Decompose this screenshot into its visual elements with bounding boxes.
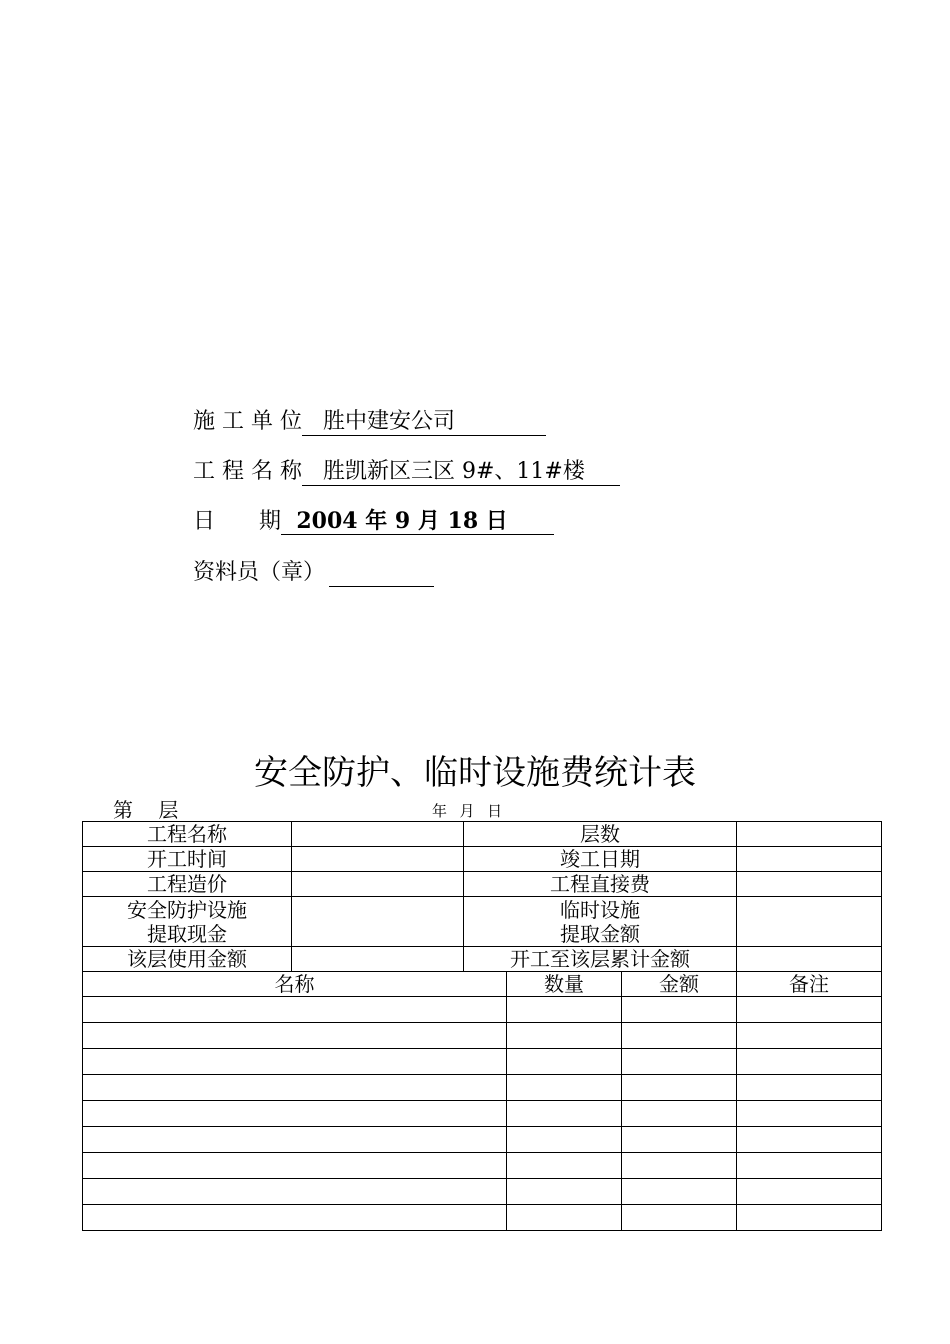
info-label-direct-cost: 工程直接费 [464,872,737,897]
table-cell-name[interactable] [83,997,507,1023]
table-cell-quantity[interactable] [507,1179,622,1205]
info-label-completion-date: 竣工日期 [464,847,737,872]
project-name-value[interactable]: 胜凯新区三区 9#、11#楼 [301,459,620,484]
date-value[interactable]: 2004 年 9 月 18 日 [281,508,554,534]
clerk-line [193,557,434,589]
table-row [83,1075,882,1101]
table-cell-quantity[interactable] [507,1153,622,1179]
table-cell-remarks[interactable] [737,1127,882,1153]
info-value-floor-usage[interactable] [292,947,464,972]
table-cell-name[interactable] [83,1127,507,1153]
info-row [83,847,882,872]
info-value-temp-facility-funds[interactable] [737,897,882,947]
construction-unit-value[interactable]: 胜中建安公司 [301,409,546,434]
table-cell-name[interactable] [83,1205,507,1231]
table-cell-name[interactable] [83,1179,507,1205]
table-cell-amount[interactable] [622,1153,737,1179]
info-label-cumulative-amount: 开工至该层累计金额 [464,947,737,972]
table-row [83,1179,882,1205]
table-cell-amount[interactable] [622,1179,737,1205]
project-name-line [193,456,620,488]
table-cell-name[interactable] [83,1049,507,1075]
table-cell-name[interactable] [83,1023,507,1049]
table-row [83,1153,882,1179]
info-row [83,947,882,972]
table-cell-quantity[interactable] [507,1023,622,1049]
table-cell-name[interactable] [83,1075,507,1101]
table-cell-remarks[interactable] [737,1075,882,1101]
construction-unit-line [193,406,546,438]
table-cell-quantity[interactable] [507,1205,622,1231]
table-cell-quantity[interactable] [507,997,622,1023]
table-cell-amount[interactable] [622,1049,737,1075]
table-cell-name[interactable] [83,1153,507,1179]
info-label-floor-count: 层数 [464,822,737,847]
info-value-floor-count[interactable] [737,822,882,847]
table-cell-amount[interactable] [622,1075,737,1101]
project-name-label: 工 程 名 称 [193,459,302,484]
table-cell-amount[interactable] [622,1101,737,1127]
table-row [83,997,882,1023]
table-row [83,1205,882,1231]
info-value-project-name[interactable] [292,822,464,847]
table-row [83,1101,882,1127]
table-row [83,1023,882,1049]
statistics-table [82,821,882,1231]
table-cell-remarks[interactable] [737,1023,882,1049]
table-cell-remarks[interactable] [737,1179,882,1205]
table-cell-quantity[interactable] [507,1127,622,1153]
info-label-floor-usage: 该层使用金额 [83,947,292,972]
info-value-direct-cost[interactable] [737,872,882,897]
table-cell-amount[interactable] [622,1127,737,1153]
table-cell-quantity[interactable] [507,1049,622,1075]
date-label: 日 期 [193,509,282,534]
info-value-start-time[interactable] [292,847,464,872]
table-cell-remarks[interactable] [737,1153,882,1179]
date-line [193,506,554,538]
table-cell-amount[interactable] [622,1023,737,1049]
construction-unit-label: 施 工 单 位 [193,409,302,434]
table-cell-quantity[interactable] [507,1075,622,1101]
info-value-completion-date[interactable] [737,847,882,872]
sheet-title: 安全防护、临时设施费统计表 [254,753,696,793]
table-cell-remarks[interactable] [737,997,882,1023]
table-cell-amount[interactable] [622,997,737,1023]
info-row [83,872,882,897]
column-header-name: 名称 [83,972,507,997]
table-row [83,1127,882,1153]
info-row [83,822,882,847]
info-label-start-time: 开工时间 [83,847,292,872]
info-label-project-cost: 工程造价 [83,872,292,897]
table-cell-remarks[interactable] [737,1049,882,1075]
table-cell-quantity[interactable] [507,1101,622,1127]
sheet-date-label: 年 月 日 [432,802,504,820]
column-header-row [83,972,882,997]
info-value-cumulative-amount[interactable] [737,947,882,972]
table-row [83,1049,882,1075]
table-cell-amount[interactable] [622,1205,737,1231]
info-value-project-cost[interactable] [292,872,464,897]
table-cell-name[interactable] [83,1101,507,1127]
table-cell-remarks[interactable] [737,1101,882,1127]
info-value-safety-funds[interactable] [292,897,464,947]
info-label-project-name: 工程名称 [83,822,292,847]
column-header-amount: 金额 [622,972,737,997]
info-label-safety-funds: 安全防护设施 提取现金 [83,897,292,947]
column-header-remarks: 备注 [737,972,882,997]
table-cell-remarks[interactable] [737,1205,882,1231]
floor-label: 第 层 [113,798,179,822]
info-label-temp-facility-funds: 临时设施 提取金额 [464,897,737,947]
column-header-quantity: 数量 [507,972,622,997]
clerk-label: 资料员（章） [193,560,326,585]
info-row [83,897,882,947]
clerk-signature-field[interactable] [329,560,434,587]
